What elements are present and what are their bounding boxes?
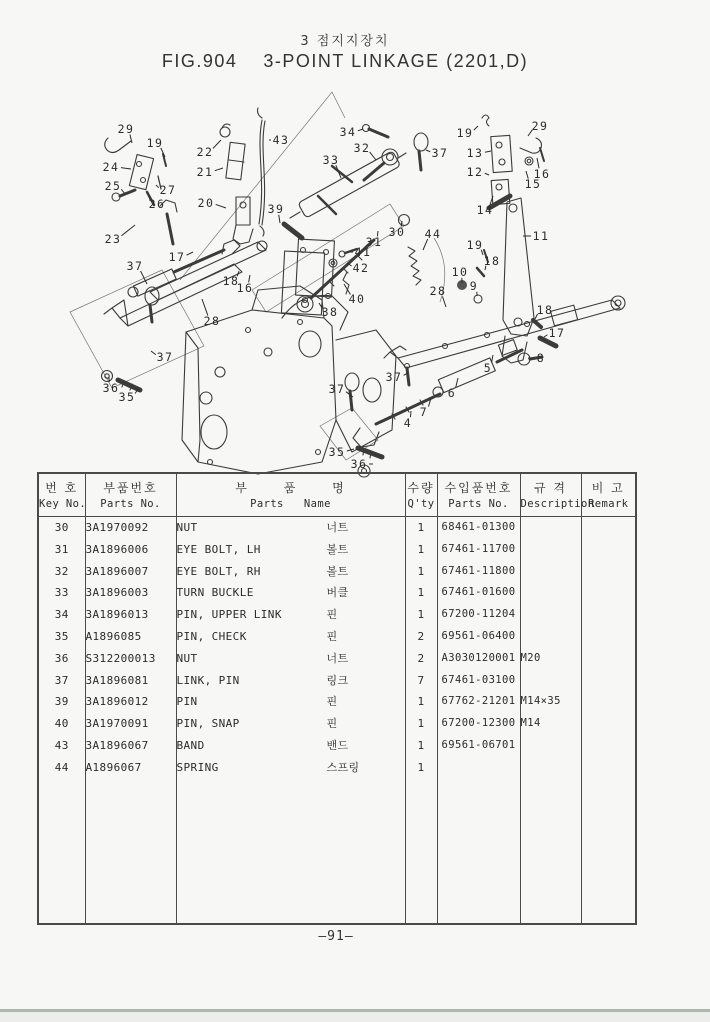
figure-number: FIG.904 bbox=[161, 51, 238, 71]
cell-key-no: 44 bbox=[38, 757, 85, 779]
cell-qty: 1 bbox=[405, 735, 437, 757]
callout-label: 40 bbox=[348, 292, 366, 306]
lift-link bbox=[503, 198, 534, 336]
cell-remark bbox=[581, 735, 636, 757]
cell-description bbox=[520, 604, 581, 626]
spring bbox=[408, 247, 421, 285]
cell-description bbox=[520, 561, 581, 583]
cell-parts-no: S312200013 bbox=[85, 648, 176, 670]
callout-label: 33 bbox=[322, 153, 340, 167]
parts-name-en: TURN BUCKLE bbox=[176, 586, 254, 600]
callout-label: 36 bbox=[102, 381, 120, 395]
cell-import-parts-no: 67461-11800 bbox=[437, 561, 520, 583]
parts-name-kr: 밴드 bbox=[326, 738, 349, 752]
cell-key-no: 30 bbox=[38, 517, 85, 539]
empty-cell bbox=[437, 779, 520, 924]
cell-import-parts-no: 67461-11700 bbox=[437, 539, 520, 561]
callout-label: 16 bbox=[236, 281, 254, 295]
callout-label: 17 bbox=[548, 326, 566, 340]
callout-label: 43 bbox=[272, 133, 290, 147]
parts-name-kr: 너트 bbox=[326, 651, 349, 665]
callout-label: 37 bbox=[431, 146, 449, 160]
cell-key-no: 35 bbox=[38, 626, 85, 648]
callout-leader bbox=[358, 129, 363, 131]
cell-description: M14 bbox=[520, 713, 581, 735]
callout-leader bbox=[485, 173, 489, 175]
table-row bbox=[38, 604, 636, 626]
cell-qty: 2 bbox=[405, 626, 437, 648]
callout-label: 14 bbox=[476, 203, 494, 217]
callout-label: 39 bbox=[267, 202, 285, 216]
empty-cell bbox=[85, 779, 176, 924]
cell-description bbox=[520, 626, 581, 648]
callout-label: 44 bbox=[424, 227, 442, 241]
cell-parts-name bbox=[176, 757, 405, 779]
column-header-0 bbox=[38, 473, 85, 517]
diagram-guide-lines bbox=[70, 92, 445, 460]
cell-parts-name bbox=[176, 517, 405, 539]
callout-label: 29 bbox=[117, 122, 135, 136]
cell-parts-no: 3A1896013 bbox=[85, 604, 176, 626]
cell-key-no: 34 bbox=[38, 604, 85, 626]
column-header-en: Parts Name bbox=[250, 497, 331, 510]
empty-cell bbox=[405, 779, 437, 924]
callout-label: 17 bbox=[168, 250, 186, 264]
cell-description bbox=[520, 517, 581, 539]
callout-label: 19 bbox=[466, 238, 484, 252]
callout-label: 18 bbox=[222, 274, 240, 288]
column-header-kr: 부품번호 bbox=[103, 480, 158, 495]
cell-parts-name bbox=[176, 561, 405, 583]
callout-label: 28 bbox=[203, 314, 221, 328]
cell-key-no: 32 bbox=[38, 561, 85, 583]
parts-name-kr: 스프링 bbox=[326, 760, 360, 774]
cell-description bbox=[520, 670, 581, 692]
cell-remark bbox=[581, 670, 636, 692]
cell-qty: 7 bbox=[405, 670, 437, 692]
callout-label: 13 bbox=[466, 146, 484, 160]
cell-parts-no: A1896067 bbox=[85, 757, 176, 779]
band-link bbox=[259, 120, 265, 225]
cell-parts-name bbox=[176, 648, 405, 670]
column-header-4 bbox=[437, 473, 520, 517]
cell-remark bbox=[581, 561, 636, 583]
cell-key-no: 37 bbox=[38, 670, 85, 692]
table-row bbox=[38, 626, 636, 648]
callout-leader bbox=[121, 225, 135, 236]
cell-parts-name bbox=[176, 539, 405, 561]
cell-remark bbox=[581, 648, 636, 670]
table-row bbox=[38, 517, 636, 539]
cell-import-parts-no: 67200-12300 bbox=[437, 713, 520, 735]
parts-name-kr: 볼트 bbox=[326, 542, 349, 556]
table-row bbox=[38, 648, 636, 670]
cell-parts-no: 3A1896012 bbox=[85, 691, 176, 713]
table-row bbox=[38, 561, 636, 583]
callout-label: 38 bbox=[321, 305, 339, 319]
table-header bbox=[38, 473, 636, 517]
table-row bbox=[38, 691, 636, 713]
cell-parts-name bbox=[176, 604, 405, 626]
page-korean-title: 3 점지지장치 bbox=[300, 34, 390, 49]
parts-diagram bbox=[0, 0, 710, 480]
callout-label: 30 bbox=[388, 225, 406, 239]
column-header-5 bbox=[520, 473, 595, 517]
cell-import-parts-no: 69561-06400 bbox=[437, 626, 520, 648]
cell-remark bbox=[581, 626, 636, 648]
callout-label: 37 bbox=[156, 350, 174, 364]
cell-key-no: 39 bbox=[38, 691, 85, 713]
callout-label: 7 bbox=[419, 405, 429, 419]
parts-name-en: LINK, PIN bbox=[176, 673, 240, 687]
parts-name-en: PIN, SNAP bbox=[176, 717, 240, 731]
cell-description bbox=[520, 582, 581, 604]
callout-label: 12 bbox=[466, 165, 484, 179]
scan-foot-area bbox=[0, 1012, 710, 1022]
callout-label: 24 bbox=[102, 160, 120, 174]
cell-import-parts-no bbox=[437, 757, 520, 779]
callout-label: 4 bbox=[403, 416, 413, 430]
column-header-kr: 규 격 bbox=[534, 480, 567, 495]
cell-qty: 1 bbox=[405, 582, 437, 604]
cell-parts-no: 3A1896007 bbox=[85, 561, 176, 583]
callout-leader bbox=[156, 185, 159, 188]
column-header-en: Key No. bbox=[39, 497, 87, 510]
callout-leader bbox=[216, 204, 226, 208]
parts-name-kr: 핀 bbox=[326, 717, 338, 731]
table-row bbox=[38, 670, 636, 692]
cell-import-parts-no: A3030120001 bbox=[437, 648, 520, 670]
column-header-6 bbox=[581, 473, 636, 517]
cell-parts-name bbox=[176, 713, 405, 735]
callout-leader bbox=[426, 150, 430, 152]
figure-name: 3-POINT LINKAGE (2201,D) bbox=[263, 51, 529, 71]
callout-label: 9 bbox=[469, 279, 479, 293]
cell-parts-name bbox=[176, 670, 405, 692]
table-empty-space bbox=[38, 779, 636, 924]
parts-name-en: NUT bbox=[176, 521, 198, 534]
column-header-kr: 부 품 명 bbox=[235, 480, 346, 495]
cell-qty: 1 bbox=[405, 517, 437, 539]
callout-label: 36 bbox=[350, 457, 368, 471]
cell-remark bbox=[581, 517, 636, 539]
callout-label: 41 bbox=[354, 245, 372, 259]
cell-description bbox=[520, 735, 581, 757]
column-header-3 bbox=[405, 473, 437, 517]
parts-name-kr: 핀 bbox=[326, 695, 338, 709]
callout-label: 8 bbox=[536, 351, 546, 365]
cell-qty: 1 bbox=[405, 539, 437, 561]
figure-title bbox=[0, 51, 690, 72]
callout-label: 15 bbox=[524, 177, 542, 191]
cell-remark bbox=[581, 757, 636, 779]
cell-remark bbox=[581, 539, 636, 561]
cell-parts-no: 3A1896081 bbox=[85, 670, 176, 692]
callout-label: 35 bbox=[118, 390, 136, 404]
column-header-en: Remark bbox=[588, 497, 629, 510]
callout-label: 23 bbox=[104, 232, 122, 246]
cell-qty: 1 bbox=[405, 604, 437, 626]
cell-parts-no: 3A1970091 bbox=[85, 713, 176, 735]
parts-name-en: NUT bbox=[176, 651, 198, 665]
cell-import-parts-no: 67762-21201 bbox=[437, 691, 520, 713]
table-row bbox=[38, 757, 636, 779]
column-header-en: Parts No. bbox=[100, 497, 161, 510]
column-header-kr: 수량 bbox=[407, 480, 435, 495]
parts-name-en: EYE BOLT, RH bbox=[176, 564, 261, 578]
cell-remark bbox=[581, 582, 636, 604]
table-row bbox=[38, 582, 636, 604]
callout-label: 31 bbox=[365, 235, 383, 249]
callout-leader bbox=[151, 351, 156, 355]
cell-parts-no: A1896085 bbox=[85, 626, 176, 648]
callout-leader bbox=[544, 335, 547, 337]
callout-label: 19 bbox=[146, 136, 164, 150]
parts-table bbox=[37, 472, 637, 925]
table-row bbox=[38, 735, 636, 757]
parts-name-en: EYE BOLT, LH bbox=[176, 542, 261, 556]
callout-leader bbox=[279, 215, 280, 223]
empty-cell bbox=[38, 779, 85, 924]
cell-remark bbox=[581, 713, 636, 735]
callout-label: 21 bbox=[196, 165, 214, 179]
empty-cell bbox=[520, 779, 581, 924]
callout-label: 37 bbox=[385, 370, 403, 384]
column-header-2 bbox=[176, 473, 405, 517]
parts-name-en: PIN bbox=[176, 695, 198, 709]
column-header-kr: 번 호 bbox=[45, 480, 79, 495]
cell-remark bbox=[581, 691, 636, 713]
page-number: —91— bbox=[318, 929, 354, 944]
column-header-kr: 수입품번호 bbox=[444, 480, 513, 495]
cell-import-parts-no: 69561-06701 bbox=[437, 735, 520, 757]
cell-import-parts-no: 67200-11204 bbox=[437, 604, 520, 626]
callout-label: 18 bbox=[536, 303, 554, 317]
callout-label: 32 bbox=[353, 141, 371, 155]
callout-leader bbox=[121, 168, 131, 169]
title-block bbox=[0, 30, 690, 72]
parts-name-kr: 핀 bbox=[326, 608, 338, 622]
cell-key-no: 43 bbox=[38, 735, 85, 757]
parts-name-en: SPRING bbox=[176, 760, 219, 774]
cell-qty: 2 bbox=[405, 648, 437, 670]
cell-parts-no: 3A1896067 bbox=[85, 735, 176, 757]
parts-name-kr: 너트 bbox=[326, 521, 349, 534]
parts-name-kr: 핀 bbox=[326, 629, 338, 643]
cell-import-parts-no: 67461-01600 bbox=[437, 582, 520, 604]
callout-leader bbox=[215, 168, 223, 171]
callout-leader bbox=[213, 140, 221, 148]
turn-buckle bbox=[298, 151, 401, 218]
column-header-en: Q'ty bbox=[407, 497, 435, 510]
callout-label: 22 bbox=[196, 145, 214, 159]
cell-import-parts-no: 67461-03100 bbox=[437, 670, 520, 692]
cell-parts-name bbox=[176, 691, 405, 713]
cell-qty: 1 bbox=[405, 713, 437, 735]
callout-label: 5 bbox=[483, 361, 493, 375]
mount-plate bbox=[281, 251, 324, 315]
column-header-en: Description bbox=[520, 497, 595, 510]
cell-parts-no: 3A1896003 bbox=[85, 582, 176, 604]
cell-description bbox=[520, 539, 581, 561]
callout-label: 19 bbox=[456, 126, 474, 140]
callout-label: 42 bbox=[352, 261, 370, 275]
callout-leader bbox=[485, 151, 491, 152]
parts-name-en: PIN, UPPER LINK bbox=[176, 608, 282, 622]
cell-description bbox=[520, 757, 581, 779]
callout-label: 35 bbox=[328, 445, 346, 459]
callout-label: 10 bbox=[451, 265, 469, 279]
callout-label: 34 bbox=[339, 125, 357, 139]
callout-label: 29 bbox=[531, 119, 549, 133]
callout-label: 18 bbox=[483, 254, 501, 268]
callout-label: 11 bbox=[532, 229, 550, 243]
parts-name-kr: 버클 bbox=[326, 586, 349, 600]
callout-label: 20 bbox=[197, 196, 215, 210]
cell-key-no: 36 bbox=[38, 648, 85, 670]
callout-label: 25 bbox=[104, 179, 122, 193]
callout-leader bbox=[474, 126, 478, 130]
parts-name-en: PIN, CHECK bbox=[176, 629, 247, 643]
column-header-en: Parts No. bbox=[448, 497, 509, 510]
cell-parts-no: 3A1896006 bbox=[85, 539, 176, 561]
cell-key-no: 33 bbox=[38, 582, 85, 604]
cell-qty: 1 bbox=[405, 691, 437, 713]
table-row bbox=[38, 713, 636, 735]
callout-label: 6 bbox=[447, 386, 457, 400]
cell-parts-name bbox=[176, 582, 405, 604]
callout-leader bbox=[187, 252, 193, 255]
cell-parts-no: 3A1970092 bbox=[85, 517, 176, 539]
callout-leader bbox=[370, 152, 376, 160]
cell-key-no: 40 bbox=[38, 713, 85, 735]
empty-cell bbox=[581, 779, 636, 924]
parts-name-kr: 볼트 bbox=[326, 564, 349, 578]
cell-qty: 1 bbox=[405, 561, 437, 583]
parts-name-en: BAND bbox=[176, 738, 205, 752]
cell-import-parts-no: 68461-01300 bbox=[437, 517, 520, 539]
table-row bbox=[38, 539, 636, 561]
empty-cell bbox=[176, 779, 405, 924]
column-header-1 bbox=[85, 473, 176, 517]
callout-label: 37 bbox=[328, 382, 346, 396]
parts-diagram-svg bbox=[0, 0, 710, 480]
callout-label: 16 bbox=[533, 167, 551, 181]
cell-parts-name bbox=[176, 626, 405, 648]
callout-label: 27 bbox=[159, 183, 177, 197]
cell-description: M20 bbox=[520, 648, 581, 670]
cell-key-no: 31 bbox=[38, 539, 85, 561]
callout-label: 37 bbox=[126, 259, 144, 273]
parts-name-kr: 링크 bbox=[326, 673, 349, 687]
column-header-kr: 비 고 bbox=[591, 480, 625, 495]
callout-label: 26 bbox=[148, 197, 166, 211]
cell-description: M14×35 bbox=[520, 691, 581, 713]
cell-parts-name bbox=[176, 735, 405, 757]
cell-remark bbox=[581, 604, 636, 626]
callout-label: 28 bbox=[429, 284, 447, 298]
cell-qty: 1 bbox=[405, 757, 437, 779]
